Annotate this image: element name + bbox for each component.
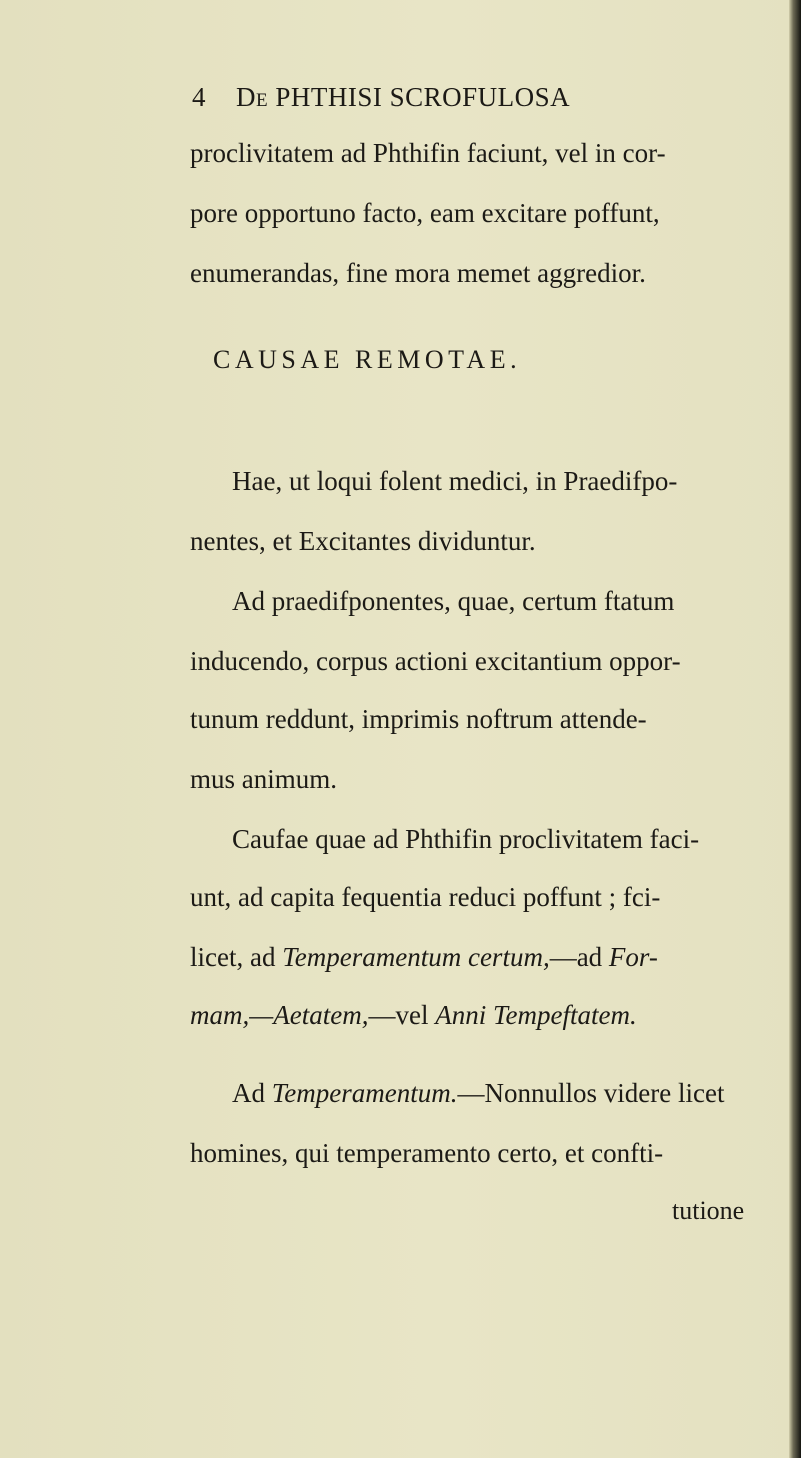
running-title-de: De [236,82,269,112]
paragraph-line: nentes, et Excitantes dividuntur. [190,526,536,556]
page-number: 4 [192,82,206,112]
paragraph-line: tunum reddunt, imprimis noftrum attende- [190,704,647,734]
intro-line-2: pore opportuno facto, eam excitare poffunt, [190,198,660,228]
paragraph-line [232,1076,724,1110]
text-span: —ad [549,942,609,972]
running-title: PHTHISI SCROFULOSA [275,82,571,112]
paragraph-line: homines, qui temperamento certo, et confti- [190,1138,664,1168]
italic-term: Anni Tempeftatem. [435,1000,637,1030]
running-header [192,80,570,114]
paragraph-line: mus animum. [190,764,337,794]
paragraph-line: Ad praedifponentes, quae, certum ftatum [232,586,675,616]
italic-term: mam,—Aetatem, [190,1000,369,1030]
text-span: Ad [232,1078,272,1108]
intro-line-1: proclivitatem ad Phthifin faciunt, vel in cor- [190,138,666,168]
section-heading: CAUSAE REMOTAE. [213,345,522,374]
paragraph-line [190,998,637,1032]
text-span: —vel [368,1000,436,1030]
paragraph-line: Hae, ut loqui folent medici, in Praedifpo- [232,466,678,496]
catchword: tutione [672,1196,745,1225]
paragraph-line [190,940,658,974]
page-binding-edge [789,0,801,1458]
text-span: —Nonnullos videre licet [457,1078,725,1108]
intro-line-3: enumerandas, fine mora memet aggredior. [190,258,646,288]
text-span: licet, ad [190,942,283,972]
italic-term: Temperamentum certum, [282,942,550,972]
paragraph-line: inducendo, corpus actioni excitantium oppor- [190,646,681,676]
italic-term: Temperamentum. [271,1078,458,1108]
paragraph-line: unt, ad capita fequentia reduci poffunt ; fci- [190,882,661,912]
italic-term: For- [608,942,658,972]
paragraph-line: Caufae quae ad Phthifin proclivitatem faci- [232,824,700,854]
